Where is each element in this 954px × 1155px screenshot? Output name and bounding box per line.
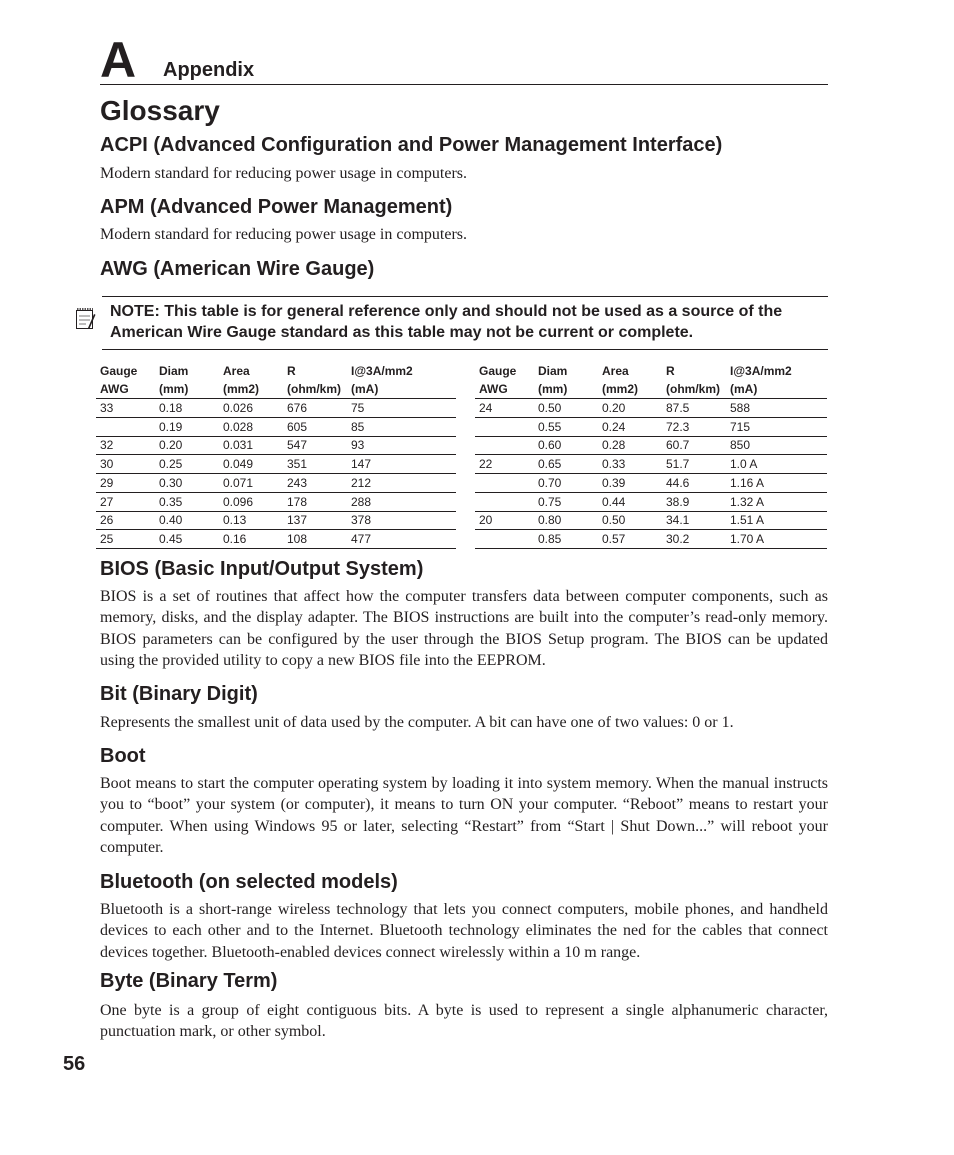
table-cell: 0.40 (155, 511, 219, 530)
term-heading-bluetooth: Bluetooth (on selected models) (100, 871, 398, 893)
table-cell: 477 (347, 530, 456, 549)
column-header: I@3A/mm2 (mA) (730, 364, 792, 396)
awg-table-left (96, 362, 456, 549)
table-row (96, 474, 456, 493)
note-text: NOTE: This table is for general reference only and should not be used as a source of the American Wire Gauge standard as this table may not be current or complete. (110, 303, 783, 341)
definition-bit: Represents the smallest unit of data used by the computer. A bit can have one of two values: 0 or 1. (100, 714, 734, 731)
definition-acpi: Modern standard for reducing power usage in computers. (100, 165, 467, 182)
table-cell: 27 (96, 492, 155, 511)
table-row (96, 530, 456, 549)
table-cell: 44.6 (662, 474, 726, 493)
column-header: R (ohm/km) (666, 364, 720, 396)
table-cell: 0.30 (155, 474, 219, 493)
table-cell: 1.51 A (726, 511, 827, 530)
table-row (475, 417, 827, 436)
table-cell: 0.19 (155, 417, 219, 436)
table-cell: 0.28 (598, 436, 662, 455)
table-cell: 32 (96, 436, 155, 455)
table-cell: 0.071 (219, 474, 283, 493)
table-cell: 30.2 (662, 530, 726, 549)
term-heading-boot: Boot (100, 745, 146, 767)
table-cell: 0.028 (219, 417, 283, 436)
table-cell (475, 492, 534, 511)
table-row (475, 455, 827, 474)
table-cell: 850 (726, 436, 827, 455)
definition-byte: One byte is a group of eight contiguous bits. A byte is used to represent a single alphanumeric character, punctuation mark, or other symbol. (100, 1002, 828, 1041)
table-cell: 1.0 A (726, 455, 827, 474)
table-cell: 87.5 (662, 399, 726, 418)
note-divider-top (102, 296, 828, 297)
notepad-icon (74, 306, 96, 330)
table-cell: 605 (283, 417, 347, 436)
table-cell (475, 474, 534, 493)
definition-apm: Modern standard for reducing power usage in computers. (100, 226, 467, 243)
table-cell (96, 417, 155, 436)
table-cell: 38.9 (662, 492, 726, 511)
table-cell (475, 530, 534, 549)
table-cell: 0.70 (534, 474, 598, 493)
table-cell: 60.7 (662, 436, 726, 455)
table-cell: 676 (283, 399, 347, 418)
table-cell: 51.7 (662, 455, 726, 474)
table-cell: 0.57 (598, 530, 662, 549)
table-cell: 547 (283, 436, 347, 455)
table-row (475, 511, 827, 530)
table-cell: 25 (96, 530, 155, 549)
note-divider-bottom (102, 349, 828, 350)
table-cell: 588 (726, 399, 827, 418)
table-cell: 0.35 (155, 492, 219, 511)
column-header: R (ohm/km) (287, 364, 341, 396)
column-header: Diam (mm) (538, 364, 568, 396)
table-cell: 24 (475, 399, 534, 418)
table-cell: 0.049 (219, 455, 283, 474)
table-cell: 93 (347, 436, 456, 455)
table-cell: 75 (347, 399, 456, 418)
table-cell: 108 (283, 530, 347, 549)
term-heading-acpi: ACPI (Advanced Configuration and Power Management Interface) (100, 134, 723, 156)
table-row (475, 530, 827, 549)
table-cell (475, 436, 534, 455)
page-number: 56 (63, 1053, 86, 1075)
term-heading-byte: Byte (Binary Term) (100, 970, 278, 992)
table-row (475, 474, 827, 493)
table-cell: 85 (347, 417, 456, 436)
column-header: Gauge AWG (100, 364, 138, 396)
table-cell: 147 (347, 455, 456, 474)
table-row (96, 511, 456, 530)
table-cell: 72.3 (662, 417, 726, 436)
table-cell: 0.33 (598, 455, 662, 474)
table-cell: 0.39 (598, 474, 662, 493)
table-cell: 0.80 (534, 511, 598, 530)
awg-table-right (475, 362, 827, 549)
page-title: Glossary (100, 95, 220, 126)
column-header: Area (mm2) (223, 364, 260, 396)
table-header-row (475, 362, 827, 399)
table-cell: 29 (96, 474, 155, 493)
table-cell: 0.50 (534, 399, 598, 418)
table-cell: 288 (347, 492, 456, 511)
table-cell: 0.85 (534, 530, 598, 549)
header-divider (100, 84, 828, 85)
definition-bluetooth: Bluetooth is a short-range wireless technology that lets you connect computers, mobile phones, and handheld devices to each other and to the Internet. Bluetooth technology eliminates the ned for the cables that connect devices together. Bluetooth-enabled devices connect wirelessly within a 10 m range. (100, 901, 828, 961)
definition-boot: Boot means to start the computer operating system by loading it into system memory. When the manual instructs you to “boot” your system (or computer), it means to turn ON your computer. “Reboot” means to restart your computer. When using Windows 95 or later, selecting “Restart” from “Start | Shut Down...” will reboot your computer. (100, 775, 828, 857)
table-row (475, 436, 827, 455)
table-cell: 243 (283, 474, 347, 493)
table-row (475, 492, 827, 511)
table-row (96, 436, 456, 455)
table-cell: 212 (347, 474, 456, 493)
definition-bios: BIOS is a set of routines that affect how the computer transfers data between computer components, such as memory, disks, and the display adapter. The BIOS instructions are built into the computer’s read-only memory. BIOS parameters can be configured by the user through the BIOS Setup program. The BIOS can be updated using the provided utility to copy a new BIOS file into the EEPROM. (100, 588, 828, 670)
table-cell: 0.13 (219, 511, 283, 530)
table-cell: 378 (347, 511, 456, 530)
table-cell: 30 (96, 455, 155, 474)
table-header-row (96, 362, 456, 399)
table-row (475, 399, 827, 418)
term-heading-awg: AWG (American Wire Gauge) (100, 258, 375, 280)
table-cell: 0.25 (155, 455, 219, 474)
table-cell: 0.44 (598, 492, 662, 511)
table-cell: 0.60 (534, 436, 598, 455)
table-cell: 0.20 (155, 436, 219, 455)
table-cell: 0.65 (534, 455, 598, 474)
table-cell: 0.16 (219, 530, 283, 549)
table-cell: 0.20 (598, 399, 662, 418)
table-cell: 1.32 A (726, 492, 827, 511)
table-row (96, 417, 456, 436)
table-cell: 0.50 (598, 511, 662, 530)
column-header: Area (mm2) (602, 364, 639, 396)
column-header: I@3A/mm2 (mA) (351, 364, 413, 396)
chapter-letter: A (100, 32, 137, 88)
table-cell: 1.16 A (726, 474, 827, 493)
table-cell: 22 (475, 455, 534, 474)
table-cell: 26 (96, 511, 155, 530)
table-cell: 34.1 (662, 511, 726, 530)
table-row (96, 399, 456, 418)
chapter-title: Appendix (163, 59, 255, 81)
table-cell: 0.24 (598, 417, 662, 436)
table-cell: 0.026 (219, 399, 283, 418)
table-row (96, 492, 456, 511)
table-row (96, 455, 456, 474)
term-heading-bios: BIOS (Basic Input/Output System) (100, 558, 424, 580)
table-cell: 0.45 (155, 530, 219, 549)
term-heading-apm: APM (Advanced Power Management) (100, 196, 453, 218)
table-cell: 351 (283, 455, 347, 474)
table-cell (475, 417, 534, 436)
table-cell: 0.18 (155, 399, 219, 418)
column-header: Diam (mm) (159, 364, 189, 396)
term-heading-bit: Bit (Binary Digit) (100, 683, 258, 705)
table-cell: 0.096 (219, 492, 283, 511)
table-cell: 0.031 (219, 436, 283, 455)
column-header: Gauge AWG (479, 364, 517, 396)
table-cell: 178 (283, 492, 347, 511)
table-cell: 20 (475, 511, 534, 530)
table-cell: 715 (726, 417, 827, 436)
table-cell: 0.75 (534, 492, 598, 511)
table-cell: 1.70 A (726, 530, 827, 549)
table-cell: 0.55 (534, 417, 598, 436)
table-cell: 137 (283, 511, 347, 530)
table-cell: 33 (96, 399, 155, 418)
